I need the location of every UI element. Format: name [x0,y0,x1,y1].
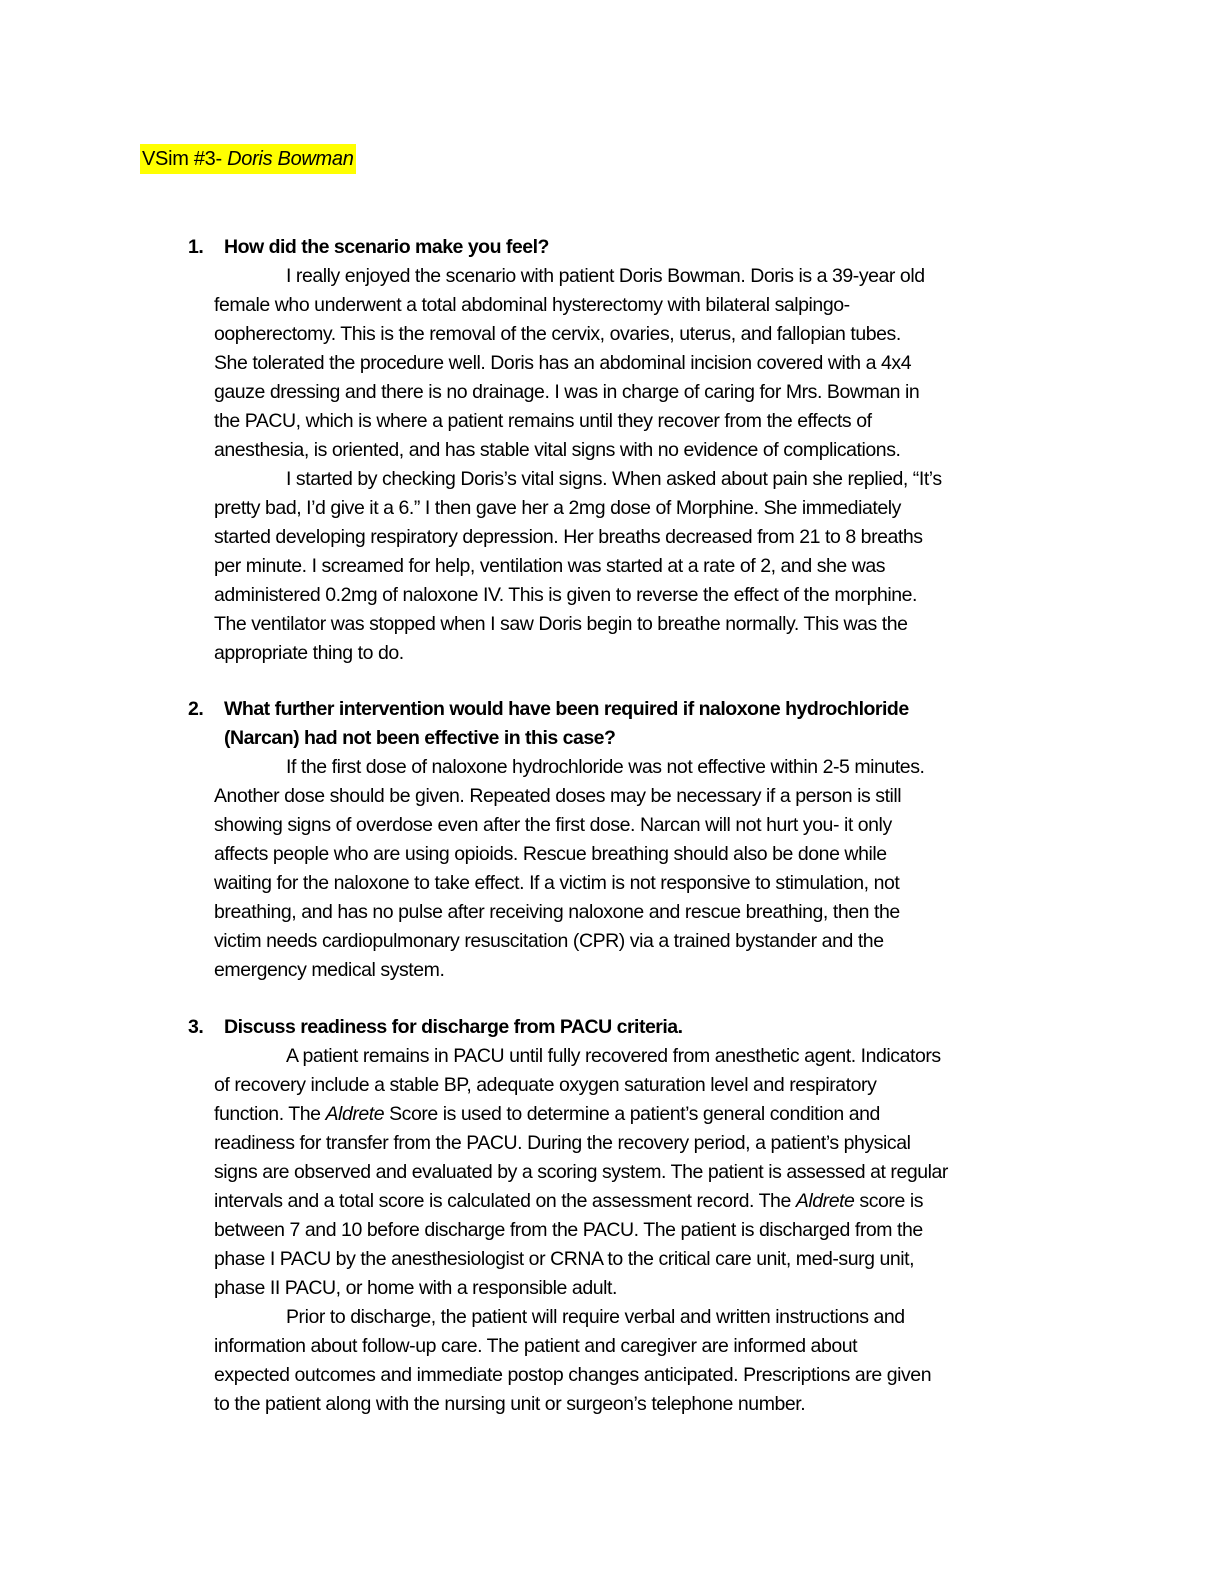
text-run: Score is used to determine a patient’s general condition and [384,1103,880,1125]
title-prefix: VSim #3- [142,148,228,170]
answer-line: affects people who are using opioids. Rescue breathing should also be done while [214,843,887,865]
question-text: What further intervention would have been required if naloxone hydrochloride [224,698,909,720]
answer-line: She tolerated the procedure well. Doris has an abdominal incision covered with a 4x4 [214,352,912,374]
answer-line: administered 0.2mg of naloxone IV. This is given to reverse the effect of the morphine. [214,584,918,606]
answer-line: Another dose should be given. Repeated doses may be necessary if a person is still [214,785,902,807]
question-number: 3. [188,1016,204,1038]
answer-line: pretty bad, I’d give it a 6.” I then gave her a 2mg dose of Morphine. She immediately [214,497,901,519]
answer-line: I really enjoyed the scenario with patient Doris Bowman. Doris is a 39-year old [286,265,925,287]
question-text: Discuss readiness for discharge from PACU criteria. [224,1016,683,1038]
answer-line: waiting for the naloxone to take effect. If a victim is not responsive to stimulation, not [214,872,900,894]
question-1-heading [188,233,549,262]
answer-line: phase I PACU by the anesthesiologist or CRNA to the critical care unit, med-surg unit, [214,1248,915,1270]
title-patient-name: Doris Bowman [227,148,354,170]
answer-line: showing signs of overdose even after the first dose. Narcan will not hurt you- it only [214,814,892,836]
question-1-answer [214,262,942,668]
answer-line: between 7 and 10 before discharge from the PACU. The patient is discharged from the [214,1219,923,1241]
question-2-answer [214,753,924,985]
answer-line: expected outcomes and immediate postop changes anticipated. Prescriptions are given [214,1364,932,1386]
answer-line: signs are observed and evaluated by a scoring system. The patient is assessed at regular [214,1161,948,1183]
text-run: function. The [214,1103,326,1125]
answer-line: the PACU, which is where a patient remains until they recover from the effects of [214,410,872,432]
answer-line: breathing, and has no pulse after receiving naloxone and rescue breathing, then the [214,901,900,923]
answer-line: The ventilator was stopped when I saw Doris begin to breathe normally. This was the [214,613,908,635]
question-number: 1. [188,236,204,258]
answer-line: A patient remains in PACU until fully recovered from anesthetic agent. Indicators [286,1045,941,1067]
question-3-answer [214,1042,948,1419]
question-number: 2. [188,698,204,720]
question-text: How did the scenario make you feel? [224,236,549,258]
answer-line: started developing respiratory depression. Her breaths decreased from 21 to 8 breaths [214,526,923,548]
answer-line: anesthesia, is oriented, and has stable vital signs with no evidence of complications. [214,439,901,461]
answer-line: If the first dose of naloxone hydrochloride was not effective within 2-5 minutes. [286,756,925,778]
answer-line: phase II PACU, or home with a responsible adult. [214,1277,617,1299]
answer-line: I started by checking Doris’s vital signs. When asked about pain she replied, “It’s [286,468,942,490]
answer-line: per minute. I screamed for help, ventilation was started at a rate of 2, and she was [214,555,886,577]
answer-line [214,1187,948,1216]
aldrete-term: Aldrete [325,1103,385,1125]
answer-line: appropriate thing to do. [214,642,404,664]
question-text-continued: (Narcan) had not been effective in this case? [224,727,616,749]
answer-line: readiness for transfer from the PACU. During the recovery period, a patient’s physical [214,1132,911,1154]
question-3-heading [188,1013,683,1042]
answer-line: oopherectomy. This is the removal of the cervix, ovaries, uterus, and fallopian tubes. [214,323,901,345]
text-run: intervals and a total score is calculated on the assessment record. The [214,1190,796,1212]
answer-line: gauze dressing and there is no drainage. I was in charge of caring for Mrs. Bowman in [214,381,920,403]
answer-line: of recovery include a stable BP, adequate oxygen saturation level and respiratory [214,1074,877,1096]
answer-line: victim needs cardiopulmonary resuscitation (CPR) via a trained bystander and the [214,930,884,952]
answer-line: Prior to discharge, the patient will require verbal and written instructions and [286,1306,905,1328]
answer-line [214,1100,948,1129]
aldrete-term: Aldrete [795,1190,855,1212]
answer-line: female who underwent a total abdominal hysterectomy with bilateral salpingo- [214,294,850,316]
document-title [140,144,356,174]
text-run: score is [854,1190,924,1212]
answer-line: to the patient along with the nursing unit or surgeon’s telephone number. [214,1393,806,1415]
answer-line: emergency medical system. [214,959,445,981]
question-2-heading [188,695,909,753]
answer-line: information about follow-up care. The patient and caregiver are informed about [214,1335,858,1357]
